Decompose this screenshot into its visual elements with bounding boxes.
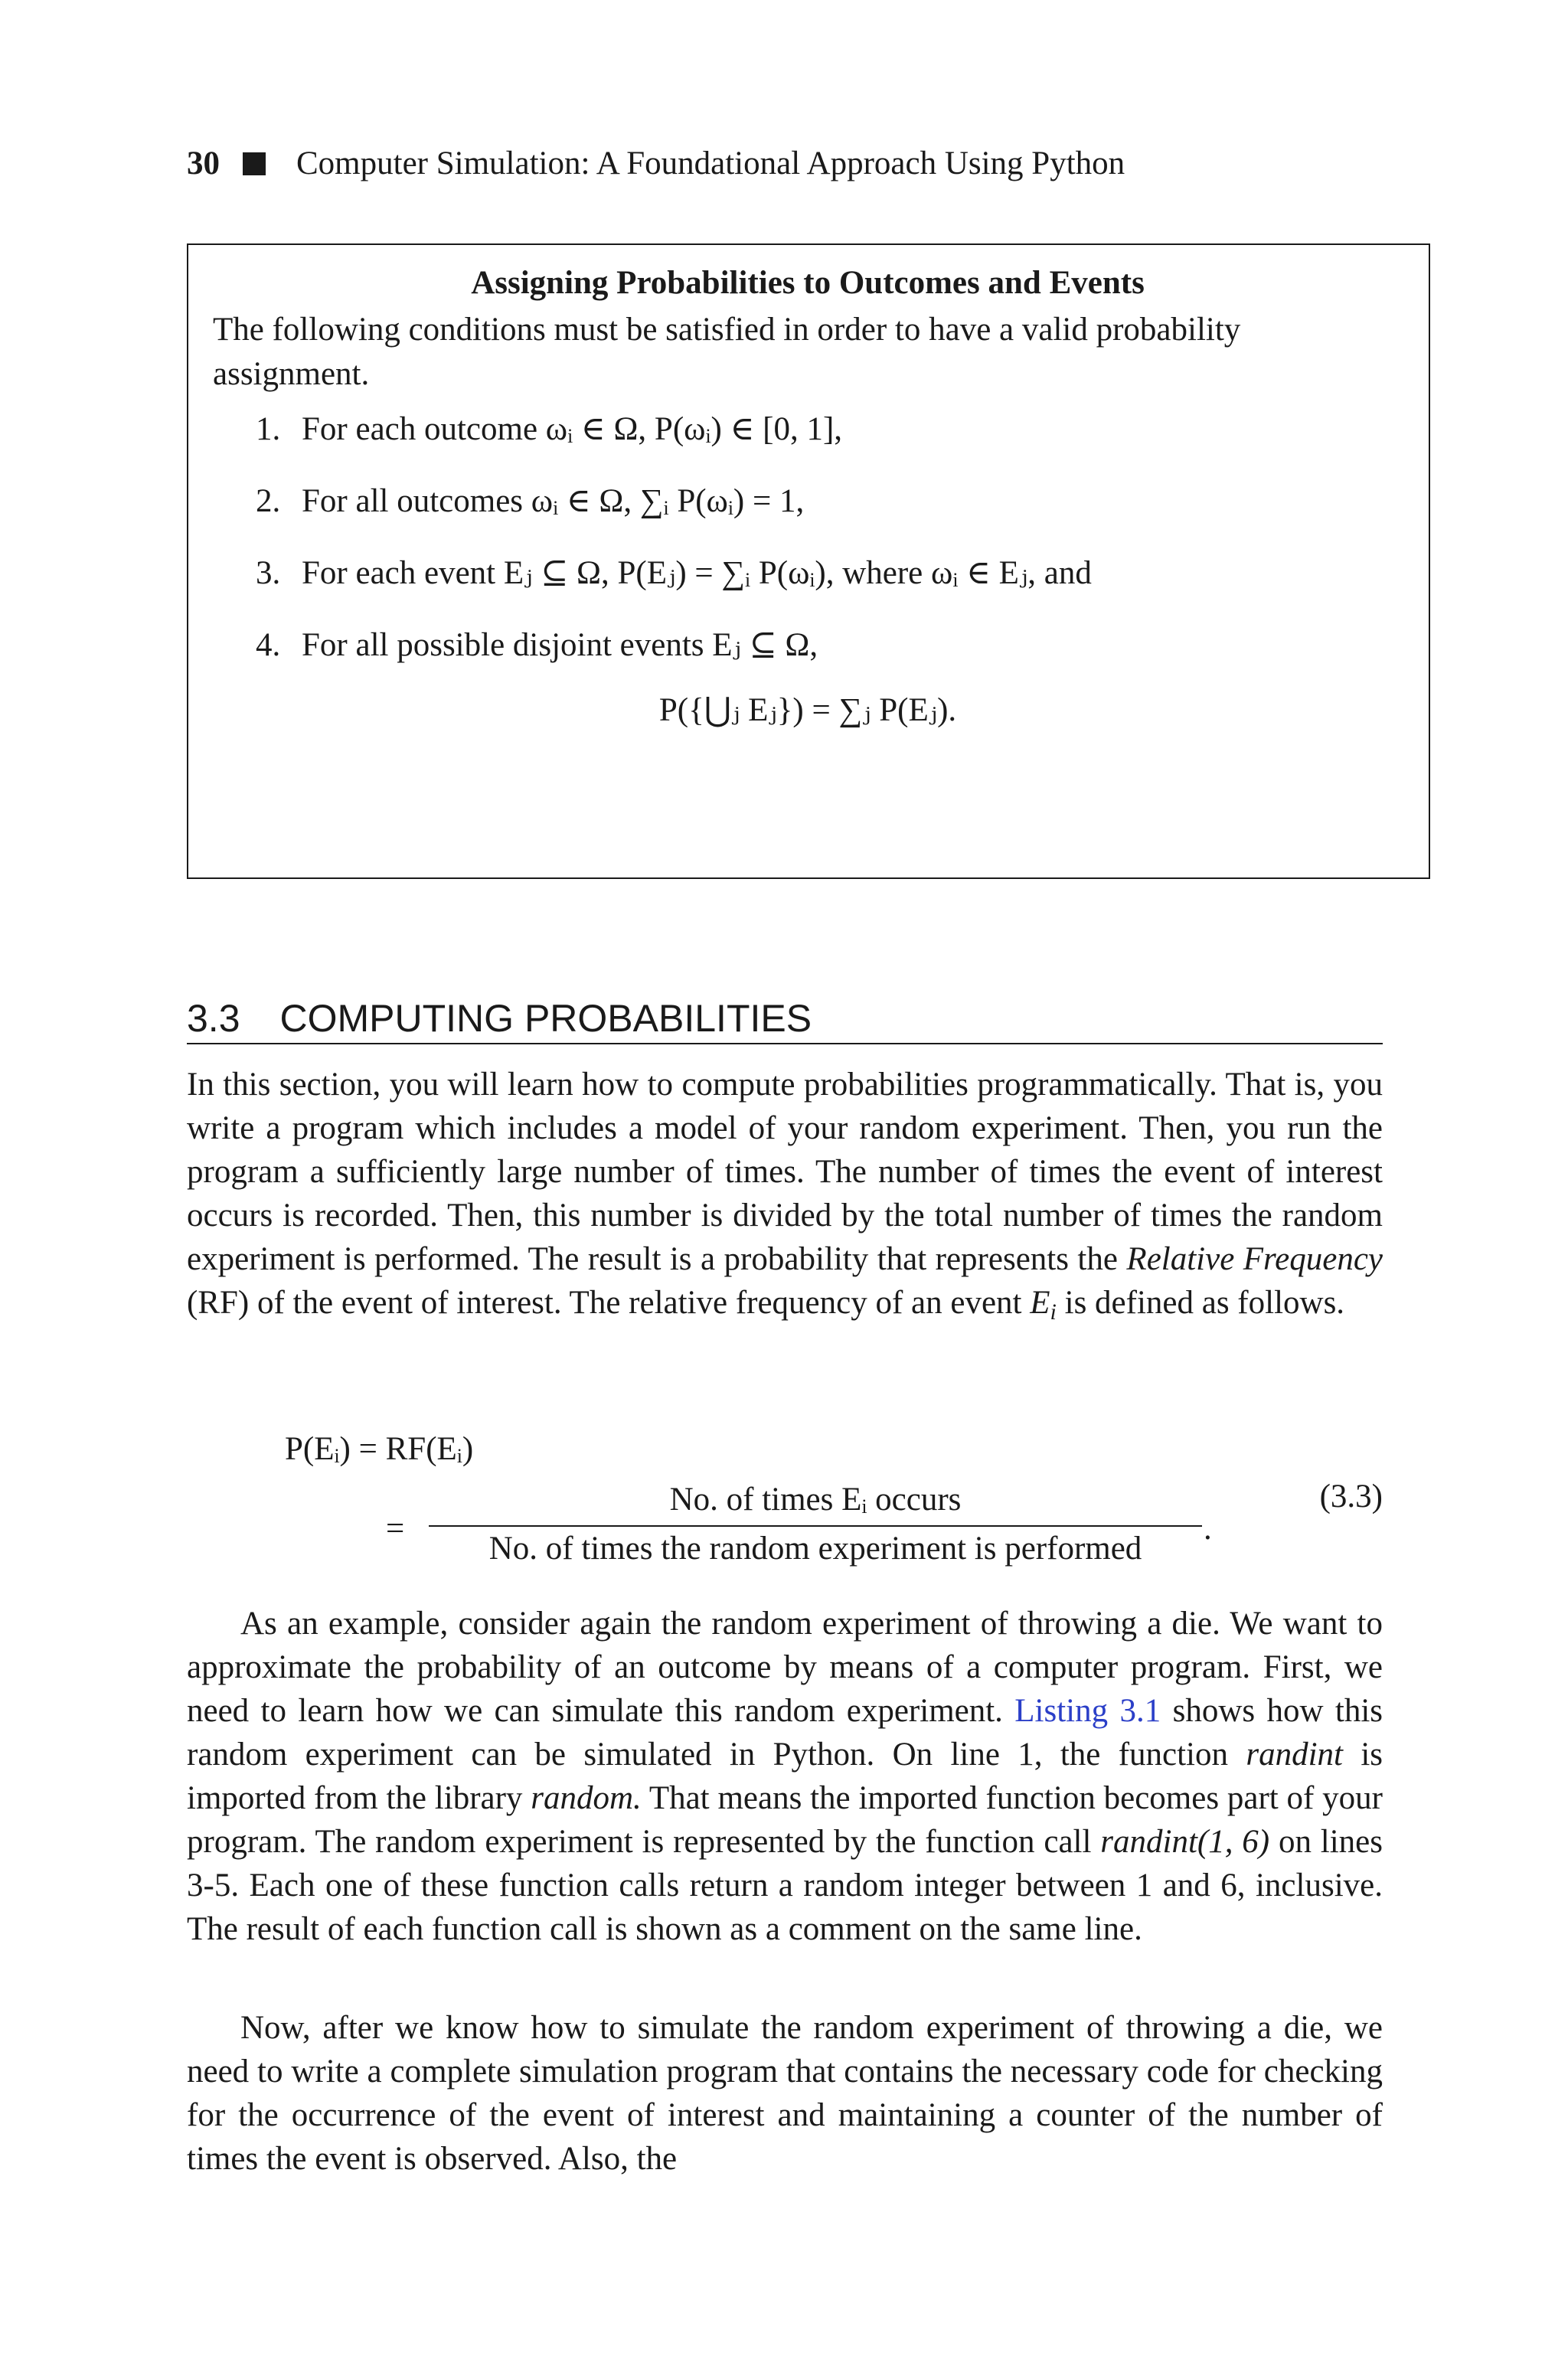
equation-period: . bbox=[1204, 1511, 1212, 1547]
fraction-numerator: No. of times Eᵢ occurs bbox=[429, 1478, 1202, 1527]
equation-3-3 bbox=[276, 1430, 1383, 1583]
box-intro: The following conditions must be satisfied in order to have a valid probability assignment. bbox=[213, 312, 1241, 392]
paragraph-intro: In this section, you will learn how to compute probabilities programmatically. That is, you write a program which includes a model of your random experiment. Then, you run the program a sufficiently large number of times. The number of times the event of interest occurs is recorded. Then, this number is divided by the total number of times the random experiment is performed. The result is a probability that represents the Relative Frequency (RF) of the event of interest. The relative frequency of an event $E_i$ is defined as follows. bbox=[187, 1067, 1383, 1325]
page-number: 30 bbox=[187, 145, 220, 181]
fraction-denominator: No. of times the random experiment is performed bbox=[488, 1531, 1142, 1567]
running-title: Computer Simulation: A Foundational Approach Using Python bbox=[296, 145, 1125, 181]
conditions-list bbox=[213, 407, 1403, 668]
equation-number: (3.3) bbox=[1319, 1479, 1383, 1515]
condition-item: 1. For each outcome ωᵢ ∈ Ω, P(ωᵢ) ∈ [0, 1], bbox=[256, 411, 843, 447]
code-randint: randint bbox=[1246, 1737, 1343, 1773]
condition-item: 4. For all possible disjoint events Eⱼ ⊆ Ω, bbox=[256, 627, 818, 663]
paragraph-example: As an example, consider again the random experiment of throwing a die. We want to approximate the probability of an outcome by means of a computer program. First, we need to learn how we can simulate this random experiment. Listing 3.1 shows how this random experiment can be simulated in Python. On line 1, the function randint is imported from the library random. That means the imported function becomes part of your program. The random experiment is represented by the function call randint(1, 6) on lines 3-5. Each one of these function calls return a random integer between 1 and 6, inclusive. The result of each function call is shown as a comment on the same line. bbox=[187, 1606, 1383, 1947]
equation-line1: P(Eᵢ) = RF(Eᵢ) bbox=[285, 1431, 474, 1467]
paragraph-next: Now, after we know how to simulate the random experiment of throwing a die, we need to write a complete simulation program that contains the necessary code for checking for the occurrence of the event of interest and maintaining a counter of the number of times the event is observed. Also, the bbox=[187, 2010, 1383, 2177]
section-number: 3.3 bbox=[187, 997, 240, 1040]
running-header bbox=[187, 144, 1381, 184]
code-randint-call: randint(1, 6) bbox=[1100, 1824, 1270, 1860]
box-title: Assigning Probabilities to Outcomes and Events bbox=[471, 265, 1145, 301]
variable-e: E bbox=[1030, 1285, 1050, 1321]
emphasis-relative-frequency: Relative Frequency bbox=[1126, 1241, 1383, 1277]
definition-box bbox=[187, 243, 1430, 879]
section-title: COMPUTING PROBABILITIES bbox=[279, 997, 812, 1040]
condition-item: 3. For each event Eⱼ ⊆ Ω, P(Eⱼ) = ∑ᵢ P(ωᵢ), where ωᵢ ∈ Eⱼ, and bbox=[256, 555, 1092, 591]
listing-link[interactable]: Listing 3.1 bbox=[1014, 1693, 1161, 1729]
code-random: random. bbox=[531, 1780, 642, 1816]
equation-equals: = bbox=[386, 1511, 405, 1547]
section-heading bbox=[187, 994, 1383, 1044]
display-equation: P({⋃ⱼ Eⱼ}) = ∑ⱼ P(Eⱼ). bbox=[658, 692, 957, 728]
condition-item: 2. For all outcomes ωᵢ ∈ Ω, ∑ᵢ P(ωᵢ) = 1, bbox=[256, 483, 805, 519]
fraction bbox=[429, 1478, 1202, 1571]
header-square-icon bbox=[243, 152, 266, 175]
